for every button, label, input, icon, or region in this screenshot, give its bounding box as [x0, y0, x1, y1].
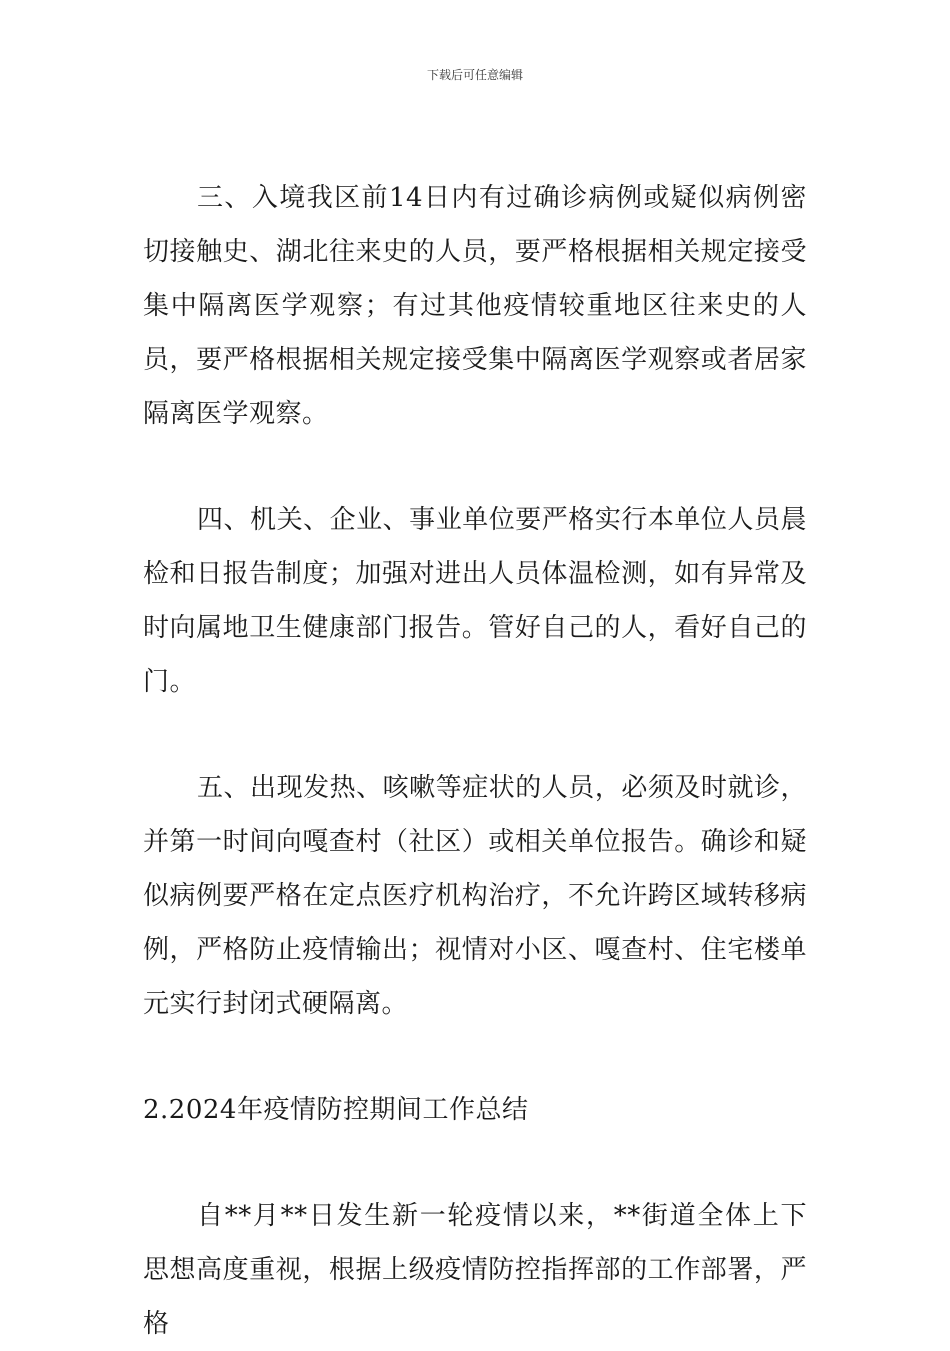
paragraph-item-5: 五、出现发热、咳嗽等症状的人员，必须及时就诊，并第一时间向嘎查村（社区）或相关单位报告。确诊和疑似病例要严格在定点医疗机构治疗，不允许跨区域转移病例，严格防止疫情输出；视情对小区、嘎查村、住宅楼单元实行封闭式硬隔离。 [143, 773, 807, 1019]
paragraph-gap [143, 709, 807, 761]
paragraph-gap [143, 1137, 807, 1189]
paragraph-gap [143, 1031, 807, 1083]
paragraph-item-3: 三、入境我区前14日内有过确诊病例或疑似病例密切接触史、湖北往来史的人员，要严格根据相关规定接受集中隔离医学观察；有过其他疫情较重地区往来史的人员，要严格根据相关规定接受集中隔离医学观察或者居家隔离医学观察。 [143, 183, 807, 429]
paragraph-gap [143, 441, 807, 493]
section-title: 2.2024年疫情防控期间工作总结 [143, 1095, 529, 1125]
page-header: 下载后可任意编辑 [426, 68, 523, 82]
paragraph-item-6: 自**月**日发生新一轮疫情以来，**街道全体上下思想高度重视，根据上级疫情防控指挥部的工作部署，严格 [143, 1201, 807, 1339]
document-body [143, 171, 807, 1351]
paragraph-item-4: 四、机关、企业、事业单位要严格实行本单位人员晨检和日报告制度；加强对进出人员体温检测，如有异常及时向属地卫生健康部门报告。管好自己的人，看好自己的门。 [143, 505, 807, 697]
